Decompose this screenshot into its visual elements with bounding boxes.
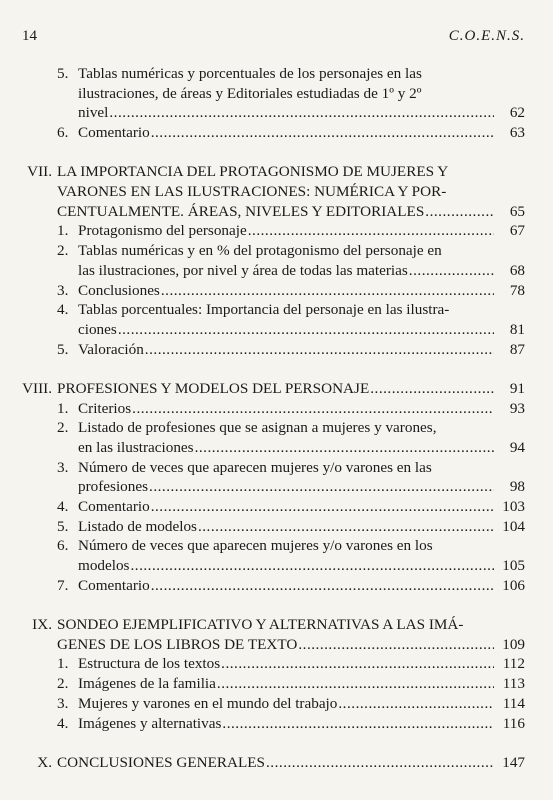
entry-title: PROFESIONES Y MODELOS DEL PERSONAJE <box>57 379 370 397</box>
entry-number: 5. <box>57 340 69 358</box>
entry-title: en las ilustraciones <box>78 438 194 456</box>
dot-leader <box>198 517 494 537</box>
entry-title: Valoración <box>78 340 144 358</box>
dot-leader <box>145 340 494 360</box>
leader-line <box>78 281 495 301</box>
toc-entry <box>0 241 553 280</box>
dot-leader <box>248 221 494 241</box>
toc-entry <box>0 536 553 575</box>
entry-text-line: SONDEO EJEMPLIFICATIVO Y ALTERNATIVAS A LAS IMÁ- <box>57 616 464 634</box>
entry-title: Comentario <box>78 576 150 594</box>
toc-entry <box>0 64 553 123</box>
leader-line <box>78 438 495 458</box>
entry-title: GENES DE LOS LIBROS DE TEXTO <box>57 635 298 653</box>
dot-leader <box>409 261 494 281</box>
leader-line <box>78 674 495 694</box>
section-heading <box>0 379 553 399</box>
toc-entry <box>0 576 553 596</box>
entry-title: ciones <box>78 320 117 338</box>
leader-line <box>78 694 495 714</box>
entry-number: 7. <box>57 576 69 594</box>
entry-text-line: Tablas porcentuales: Importancia del personaje en las ilustra- <box>78 301 450 319</box>
page-ref: 98 <box>509 478 525 496</box>
entry-text-line: Tablas numéricas y porcentuales de los personajes en las <box>78 65 422 82</box>
entry-text-line: Listado de profesiones que se asignan a mujeres y varones, <box>78 419 437 437</box>
entry-title: Listado de modelos <box>78 517 197 535</box>
entry-number: 1. <box>57 399 69 417</box>
dot-leader <box>130 556 494 576</box>
page-ref: 103 <box>502 498 525 516</box>
dot-leader <box>151 497 494 517</box>
dot-leader <box>221 654 494 674</box>
entry-title: nivel <box>78 104 109 122</box>
toc-entry <box>0 399 553 419</box>
toc-entry <box>0 281 553 301</box>
entry-number: 5. <box>57 65 69 82</box>
leader-line <box>78 399 495 419</box>
toc-entry <box>0 497 553 517</box>
page-ref: 112 <box>502 655 525 673</box>
page-ref: 67 <box>509 222 525 240</box>
dot-leader <box>161 281 494 301</box>
table-of-contents <box>0 64 553 773</box>
toc-section <box>0 753 553 773</box>
leader-line <box>78 123 495 143</box>
entry-title: modelos <box>78 557 130 575</box>
entry-number: 3. <box>57 281 69 299</box>
dot-leader <box>298 635 494 655</box>
page-ref: 114 <box>502 694 525 712</box>
entry-title: Comentario <box>78 124 150 142</box>
entry-title: Protagonismo del personaje <box>78 222 247 240</box>
toc-entry <box>0 714 553 734</box>
entry-number: 1. <box>57 655 69 673</box>
toc-entry <box>0 300 553 339</box>
leader-line <box>57 753 495 773</box>
leader-line <box>78 320 495 340</box>
dot-leader <box>425 202 494 222</box>
toc-entry <box>0 674 553 694</box>
entry-title: CENTUALMENTE. ÁREAS, NIVELES Y EDITORIALES <box>57 202 425 220</box>
entry-title: Comentario <box>78 498 150 516</box>
entry-text-line: Número de veces que aparecen mujeres y/o varones en los <box>78 537 433 555</box>
leader-line <box>78 261 495 281</box>
entry-number: 3. <box>57 458 69 476</box>
section-number: VIII. <box>22 379 52 397</box>
page-ref: 63 <box>509 124 525 142</box>
leader-line <box>78 497 495 517</box>
dot-leader <box>217 674 494 694</box>
page-ref: 93 <box>509 399 525 417</box>
page-ref: 109 <box>502 635 525 653</box>
section-heading <box>0 615 553 654</box>
running-head: C.O.E.N.S. <box>448 28 525 44</box>
toc-section <box>0 162 553 359</box>
dot-leader <box>151 576 494 596</box>
entry-number: 2. <box>57 242 69 260</box>
page-ref: 104 <box>502 517 525 535</box>
toc-entry <box>0 221 553 241</box>
dot-leader <box>149 477 494 497</box>
entry-title: CONCLUSIONES GENERALES <box>57 753 265 771</box>
page-ref: 68 <box>509 261 525 279</box>
toc-section <box>0 379 553 596</box>
leader-line <box>78 556 495 576</box>
page-ref: 87 <box>509 340 525 358</box>
entry-number: 4. <box>57 714 69 732</box>
page-ref: 105 <box>502 557 525 575</box>
entry-title: Imágenes y alternativas <box>78 714 222 732</box>
dot-leader <box>151 123 494 143</box>
toc-entry <box>0 340 553 360</box>
entry-text-line: Tablas numéricas y en % del protagonismo del personaje en <box>78 242 442 260</box>
entry-title: Conclusiones <box>78 281 160 299</box>
leader-line <box>78 477 495 497</box>
dot-leader <box>222 714 494 734</box>
leader-line <box>78 340 495 360</box>
entry-text-line: VARONES EN LAS ILUSTRACIONES: NUMÉRICA Y POR- <box>57 183 447 201</box>
toc-entry <box>0 123 553 143</box>
entry-number: 4. <box>57 301 69 319</box>
entry-number: 1. <box>57 222 69 240</box>
leader-line <box>57 379 495 399</box>
entry-text-line: Número de veces que aparecen mujeres y/o varones en las <box>78 458 432 476</box>
toc-entry <box>0 694 553 714</box>
leader-line <box>78 654 495 674</box>
leader-line <box>78 576 495 596</box>
leader-line <box>78 517 495 537</box>
entry-number: 6. <box>57 124 69 142</box>
entry-title: las ilustraciones, por nivel y área de todas las materias <box>78 261 408 279</box>
entry-text-line: ilustraciones, de áreas y Editoriales estudiadas de 1º y 2º <box>78 84 422 102</box>
page-ref: 62 <box>509 104 525 122</box>
entry-title: Imágenes de la familia <box>78 675 216 693</box>
toc-entry <box>0 418 553 457</box>
section-number: IX. <box>32 616 52 634</box>
entry-title: Mujeres y varones en el mundo del trabajo <box>78 694 338 712</box>
section-heading <box>0 753 553 773</box>
section-number: VII. <box>27 163 52 181</box>
page-ref: 81 <box>509 320 525 338</box>
entry-number: 2. <box>57 675 69 693</box>
entry-number: 4. <box>57 498 69 516</box>
section-number: X. <box>37 753 52 771</box>
toc-entry <box>0 654 553 674</box>
dot-leader <box>338 694 494 714</box>
entry-number: 3. <box>57 694 69 712</box>
leader-line <box>57 202 495 222</box>
page-number: 14 <box>22 28 37 44</box>
toc-section <box>0 64 553 143</box>
leader-line <box>57 635 495 655</box>
toc-entry <box>0 458 553 497</box>
leader-line <box>78 103 495 123</box>
entry-number: 6. <box>57 537 69 555</box>
entry-title: profesiones <box>78 478 149 496</box>
toc-entry <box>0 517 553 537</box>
entry-number: 2. <box>57 419 69 437</box>
page-ref: 116 <box>502 714 525 732</box>
entry-number: 5. <box>57 517 69 535</box>
page-header <box>22 28 525 50</box>
dot-leader <box>118 320 494 340</box>
entry-title: Estructura de los textos <box>78 655 221 673</box>
page-ref: 78 <box>509 281 525 299</box>
dot-leader <box>109 103 494 123</box>
toc-section <box>0 615 553 733</box>
entry-text-line: LA IMPORTANCIA DEL PROTAGONISMO DE MUJERES Y <box>57 163 449 181</box>
dot-leader <box>370 379 494 399</box>
page-ref: 147 <box>502 753 525 771</box>
page-ref: 106 <box>502 576 525 594</box>
page-ref: 91 <box>509 379 525 397</box>
page-ref: 94 <box>509 438 525 456</box>
dot-leader <box>266 753 494 773</box>
dot-leader <box>195 438 494 458</box>
page-ref: 65 <box>509 202 525 220</box>
leader-line <box>78 714 495 734</box>
dot-leader <box>132 399 494 419</box>
section-heading <box>0 162 553 221</box>
page-ref: 113 <box>502 675 525 693</box>
leader-line <box>78 221 495 241</box>
entry-title: Criterios <box>78 399 132 417</box>
